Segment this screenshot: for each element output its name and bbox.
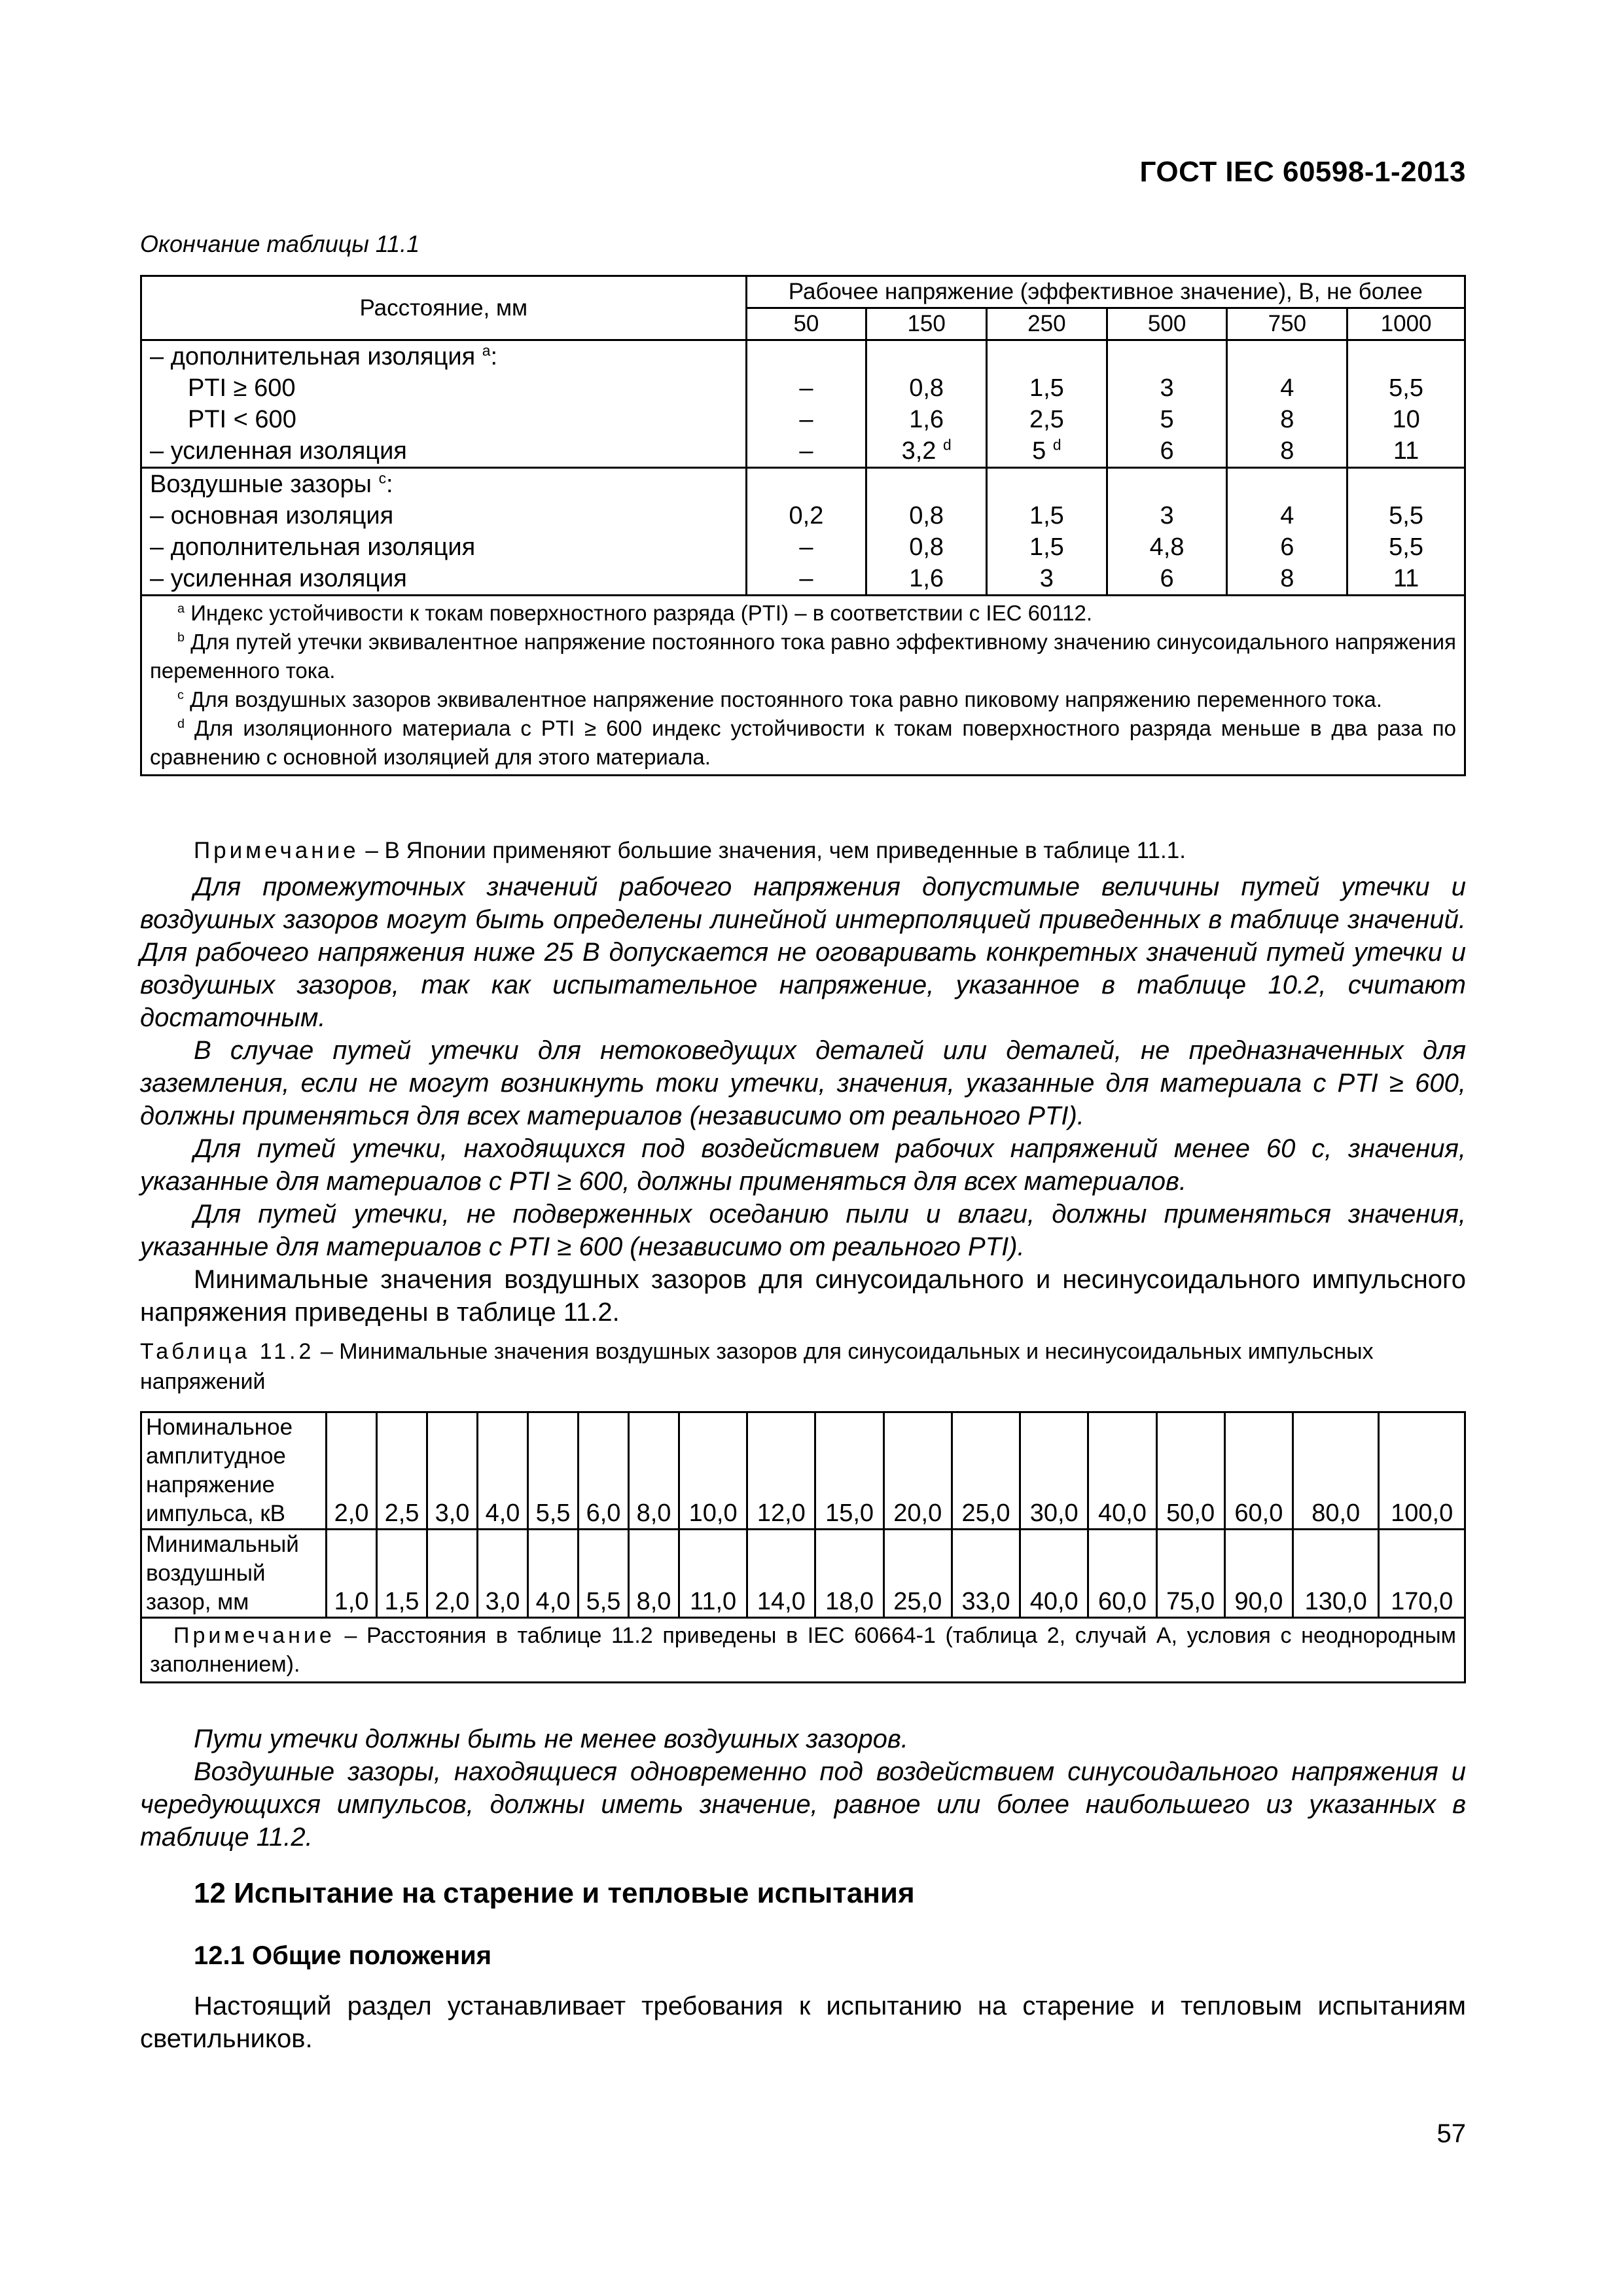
paragraph: В случае путей утечки для нетоковедущих деталей или деталей, не предназначенных для заземления, если не могут возникнуть токи утечки, значения, указанные для материала с PTI ≥ 600, должны применяться для всех материалов (независимо от реального PTI).	[140, 1036, 1466, 1130]
cell-voltage: 8,0	[629, 1412, 679, 1530]
cell-voltage: 100,0	[1379, 1412, 1465, 1530]
table-2-note: Примечание – Расстояния в таблице 11.2 приведены в IEC 60664-1 (таблица 2, случай А, условия с неоднородным заполнением).	[141, 1618, 1465, 1683]
header-voltage: 750	[1227, 308, 1347, 340]
footnote-a: $^a$ Индекс устойчивости к токам поверхностного разряда (PTI) – в соответствии с IEC 60112.	[177, 601, 1093, 625]
cell-voltage: 80,0	[1293, 1412, 1378, 1530]
values-150: 0,8 1,6 3,2 $^d$	[866, 340, 987, 468]
body-paragraph-2	[140, 1263, 1466, 1329]
cell-voltage: 2,0	[327, 1412, 377, 1530]
table-row	[141, 1412, 1465, 1530]
cell-clearance: 1,5	[377, 1530, 427, 1618]
cell-voltage: 3,0	[427, 1412, 478, 1530]
cell-clearance: 18,0	[815, 1530, 883, 1618]
document-header: ГОСТ IEC 60598-1-2013	[1139, 156, 1466, 188]
values-250: 1,5 1,5 3	[987, 468, 1107, 596]
row-labels: – дополнительная изоляция $^a$: PTI ≥ 600 PTI < 600 – усиленная изоляция	[141, 340, 747, 468]
table-11-2	[140, 1411, 1466, 1683]
section-paragraph	[140, 1990, 1466, 2055]
cell-voltage: 4,0	[478, 1412, 528, 1530]
table-11-1	[140, 275, 1466, 776]
table-row	[141, 1530, 1465, 1618]
header-voltage: 1000	[1347, 308, 1465, 340]
header-distance: Расстояние, мм	[141, 276, 747, 340]
values-1000: 5,5 5,5 11	[1347, 468, 1465, 596]
footnote-d: $^d$ Для изоляционного материала с PTI ≥ 600 индекс устойчивости к токам поверхностного разряда меньше в два раза по сравнению с основной изоляцией для этого материала.	[150, 716, 1457, 769]
cell-clearance: 1,0	[327, 1530, 377, 1618]
cell-clearance: 25,0	[883, 1530, 952, 1618]
cell-voltage: 40,0	[1088, 1412, 1156, 1530]
values-500: 3 5 6	[1107, 340, 1227, 468]
cell-voltage: 6,0	[579, 1412, 629, 1530]
header-voltage: 500	[1107, 308, 1227, 340]
paragraph: Воздушные зазоры, находящиеся одновременно под воздействием синусоидального напряжения и чередующихся импульсов, должны иметь значение, равное или более наибольшего из указанных в таблице 11.2.	[140, 1757, 1466, 1852]
cell-voltage: 30,0	[1020, 1412, 1088, 1530]
values-750: 4 6 8	[1227, 468, 1347, 596]
page-number: 57	[1436, 2119, 1466, 2148]
cell-clearance: 5,5	[579, 1530, 629, 1618]
header-voltage: 50	[746, 308, 866, 340]
paragraph: Для путей утечки, находящихся под воздействием рабочих напряжений менее 60 с, значения, указанные для материалов с PTI ≥ 600, должны применяться для всех материалов.	[140, 1134, 1466, 1196]
paragraph: Для путей утечки, не подверженных оседанию пыли и влаги, должны применяться значения, указанные для материалов с PTI ≥ 600 (независимо от реального PTI).	[140, 1200, 1466, 1261]
body-italic-block-1	[140, 870, 1466, 1263]
cell-clearance: 170,0	[1379, 1530, 1465, 1618]
footnote-c: $^c$ Для воздушных зазоров эквивалентное напряжение постоянного тока равно пиковому напряжению переменного тока.	[177, 687, 1382, 711]
cell-clearance: 4,0	[528, 1530, 579, 1618]
cell-voltage: 15,0	[815, 1412, 883, 1530]
cell-voltage: 20,0	[883, 1412, 952, 1530]
values-1000: 5,5 10 11	[1347, 340, 1465, 468]
cell-clearance: 40,0	[1020, 1530, 1088, 1618]
section-heading: 12 Испытание на старение и тепловые испытания	[194, 1877, 915, 1909]
subsection-heading: 12.1 Общие положения	[194, 1941, 492, 1970]
cell-clearance: 60,0	[1088, 1530, 1156, 1618]
cell-clearance: 90,0	[1224, 1530, 1293, 1618]
cell-clearance: 75,0	[1156, 1530, 1224, 1618]
cell-voltage: 12,0	[747, 1412, 815, 1530]
values-50: 0,2 – –	[746, 468, 866, 596]
cell-voltage: 10,0	[679, 1412, 747, 1530]
cell-clearance: 3,0	[478, 1530, 528, 1618]
table-row-group-creepage	[141, 340, 1465, 468]
cell-voltage: 2,5	[377, 1412, 427, 1530]
row-labels: Воздушные зазоры $^c$: – основная изоляция – дополнительная изоляция – усиленная изоляция	[141, 468, 747, 596]
cell-voltage: 5,5	[528, 1412, 579, 1530]
header-voltage-group: Рабочее напряжение (эффективное значение), В, не более	[746, 276, 1465, 308]
paragraph: Минимальные значения воздушных зазоров для синусоидального и несинусоидального импульсного напряжения приведены в таблице 11.2.	[140, 1265, 1466, 1327]
values-50: – – –	[746, 340, 866, 468]
values-750: 4 8 8	[1227, 340, 1347, 468]
table-2-caption: Таблица 11.2 – Минимальные значения воздушных зазоров для синусоидальных и несинусоидальных импульсных напряжений	[140, 1339, 1374, 1394]
table-row-group-clearance	[141, 468, 1465, 596]
paragraph: Пути утечки должны быть не менее воздушных зазоров.	[194, 1725, 908, 1753]
paragraph: Настоящий раздел устанавливает требования к испытанию на старение и тепловым испытаниям светильников.	[140, 1992, 1466, 2053]
cell-voltage: 60,0	[1224, 1412, 1293, 1530]
cell-clearance: 14,0	[747, 1530, 815, 1618]
table-footnotes	[141, 596, 1465, 776]
values-250: 1,5 2,5 5 $^d$	[987, 340, 1107, 468]
cell-clearance: 33,0	[952, 1530, 1020, 1618]
body-italic-block-3	[140, 1723, 1466, 1854]
header-voltage: 150	[866, 308, 987, 340]
footnote-b: $^b$ Для путей утечки эквивалентное напряжение постоянного тока равно эффективному значению синусоидального напряжения переменного тока.	[150, 630, 1456, 683]
row-label-clearance: Минимальный воздушный зазор, мм	[141, 1530, 327, 1618]
header-voltage: 250	[987, 308, 1107, 340]
table-1-caption: Окончание таблицы 11.1	[140, 230, 420, 257]
paragraph: Для промежуточных значений рабочего напряжения допустимые величины путей утечки и воздушных зазоров могут быть определены линейной интерполяцией приведенных в таблице значений. Для рабочего напряжения ниже 25 В допускается не оговаривать конкретных значений путей утечки и воздушных зазоров, так как испытательное напряжение, указанное в таблице 10.2, считают достаточным.	[140, 872, 1466, 1032]
cell-voltage: 50,0	[1156, 1412, 1224, 1530]
row-label-voltage: Номинальное амплитудное напряжение импульса, кВ	[141, 1412, 327, 1530]
cell-clearance: 8,0	[629, 1530, 679, 1618]
values-150: 0,8 0,8 1,6	[866, 468, 987, 596]
cell-voltage: 25,0	[952, 1412, 1020, 1530]
cell-clearance: 11,0	[679, 1530, 747, 1618]
values-500: 3 4,8 6	[1107, 468, 1227, 596]
cell-clearance: 2,0	[427, 1530, 478, 1618]
cell-clearance: 130,0	[1293, 1530, 1378, 1618]
table-1-note: Примечание – В Японии применяют большие значения, чем приведенные в таблице 11.1.	[194, 838, 1186, 863]
